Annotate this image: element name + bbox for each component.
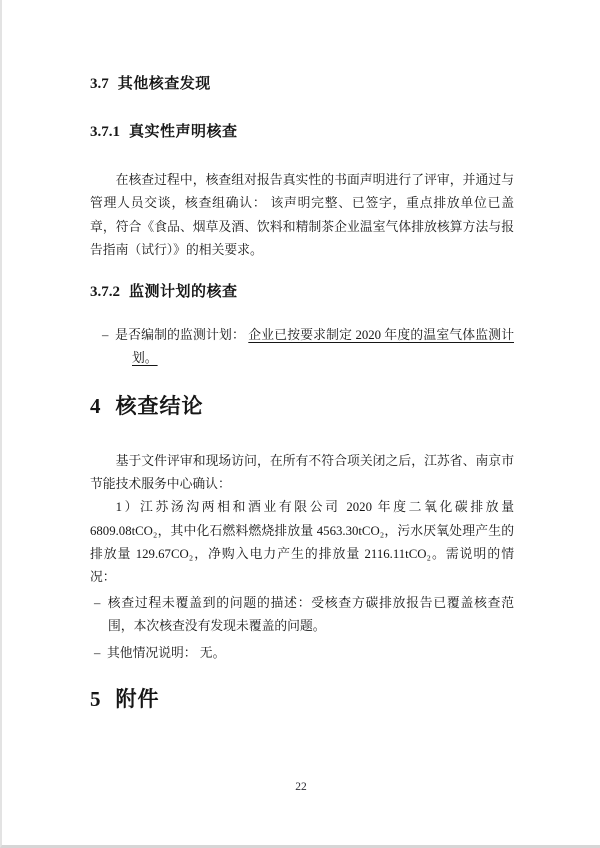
heading-title: 真实性声明核查	[129, 124, 238, 140]
heading-number: 4	[90, 393, 101, 418]
heading-4-conclusion	[90, 391, 514, 422]
dash-marker: –	[102, 328, 109, 343]
heading-title: 核查结论	[115, 393, 204, 418]
heading-5-attachment	[90, 684, 514, 715]
heading-title: 监测计划的核查	[129, 284, 238, 301]
monitoring-plan-label: 是否编制的监测计划：	[115, 328, 249, 343]
page-number: 22	[295, 781, 307, 793]
dash-marker: –	[94, 595, 101, 610]
monitoring-plan-bullet	[90, 324, 514, 371]
monitoring-plan-answer: 企业已按要求制定 2020 年度的温室气体监测计划。	[132, 328, 514, 366]
heading-number: 3.7	[90, 76, 109, 92]
heading-title: 其他核查发现	[117, 76, 211, 92]
list-item-text: 核查过程未覆盖到的问题的描述：受核查方碳排放报告已覆盖核查范围，本次核查没有发现未覆盖的问题。	[107, 595, 514, 633]
heading-3-7-other-findings	[90, 73, 514, 95]
dash-marker: –	[94, 646, 101, 661]
heading-number: 5	[90, 687, 101, 712]
heading-title: 附件	[115, 687, 160, 712]
list-item-uncovered-issues	[90, 592, 514, 639]
conclusion-bullet-list	[90, 592, 514, 666]
heading-3-7-2-monitoring-plan	[90, 281, 514, 303]
paragraph-authenticity-review: 在核查过程中，核查组对报告真实性的书面声明进行了评审，并通过与管理人员交谈，核查组确认： 该声明完整、已签字，重点排放单位已盖章，符合《食品、烟草及酒、饮料和精制茶企业温室气体排放核算方法与报告指南（试行）》的相关要求。	[90, 173, 514, 257]
paragraph-conclusion-intro: 基于文件评审和现场访问，在所有不符合项关闭之后，江苏省、南京市节能技术服务中心确认：	[90, 453, 514, 492]
paragraph-conclusion-emissions: 1）江苏汤沟两相和酒业有限公司 2020 年度二氧化碳排放量 6809.08tCO₂，其中化石燃料燃烧排放量 4563.30tCO₂，污水厌氧处理产生的排放量 129.67CO₂，净购入电力产生的排放量 2116.11tCO₂。需说明的情况：	[90, 500, 514, 585]
list-item-other-notes	[90, 642, 514, 665]
heading-number: 3.7.2	[90, 284, 120, 301]
list-item-text: 其他情况说明： 无。	[107, 646, 226, 661]
page-content	[2, 0, 600, 715]
heading-number: 3.7.1	[90, 124, 120, 140]
heading-3-7-1-authenticity	[90, 121, 514, 143]
